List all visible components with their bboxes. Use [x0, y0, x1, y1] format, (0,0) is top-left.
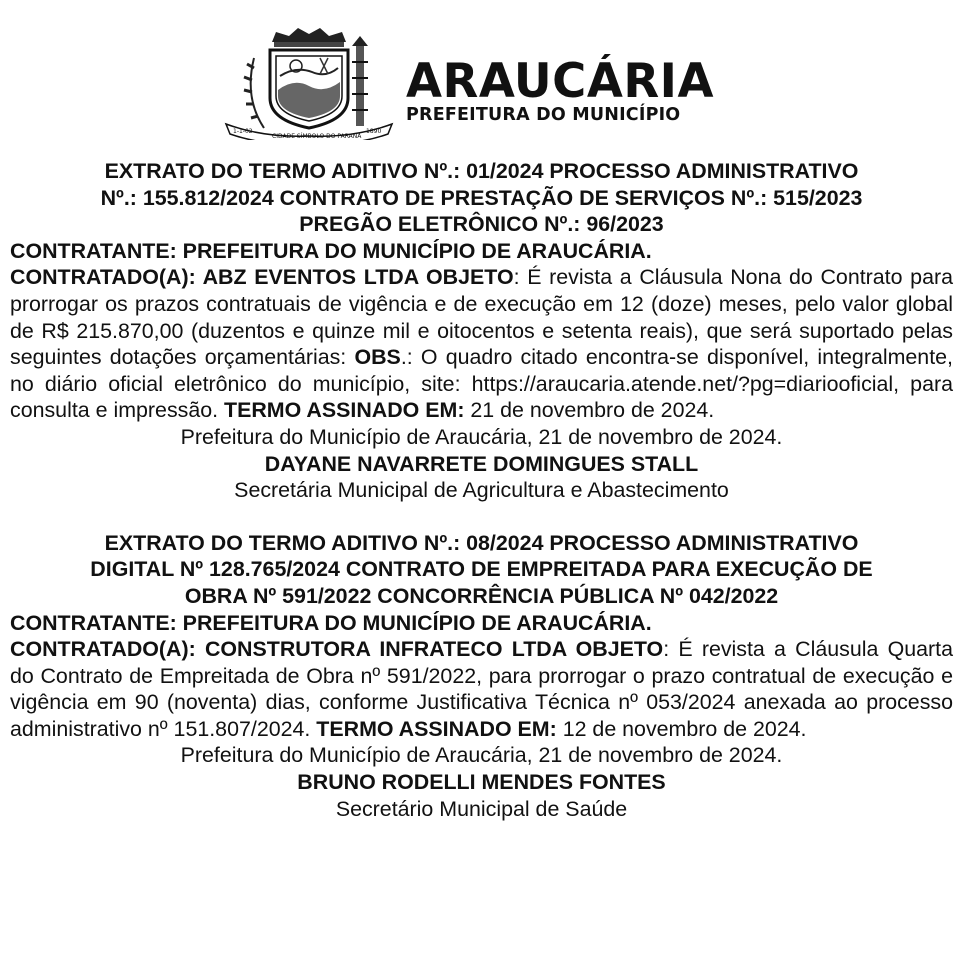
brand-block: [406, 54, 717, 125]
title-line: EXTRATO DO TERMO ADITIVO Nº.: 01/2024 PROCESSO ADMINISTRATIVO: [104, 159, 859, 183]
brand-subtitle: PREFEITURA DO MUNICÍPIO: [406, 105, 681, 125]
place-date: Prefeitura do Município de Araucária, 21 de novembro de 2024.: [180, 424, 783, 449]
obs-text: .: O quadro citado encontra-se disponível, integralmente, no diário oficial eletrônico do município, site: https://araucaria.atende.net/?pg=diariooficial, para consulta e impressão.: [10, 345, 953, 423]
contract-body: [10, 636, 953, 742]
contratado-label: CONTRATADO(A): ABZ EVENTOS LTDA OBJETO: [10, 265, 514, 290]
signer-role: Secretária Municipal de Agricultura e Abastecimento: [234, 478, 729, 503]
seal-year-left: 1-1-02: [233, 128, 253, 135]
seal-ribbon-text: CIDADE SÍMBOLO DO PARANÁ: [272, 133, 362, 140]
extract-title: [10, 530, 953, 610]
termo-label: TERMO ASSINADO EM:: [224, 398, 465, 423]
signer-role: Secretário Municipal de Saúde: [335, 796, 628, 821]
objeto-text: : É revista a Cláusula Quarta do Contrato de Empreitada de Obra nº 591/2022, para prorrogar o prazo contratual de execução e vigência em 90 (noventa) dias, conforme Justificativa Técnica nº 053/2024 anexada ao processo administrativo nº 151.807/2024.: [10, 637, 954, 741]
page-header: [0, 20, 970, 145]
signer-name: DAYANE NAVARRETE DOMINGUES STALL: [264, 451, 699, 476]
obs-label: OBS: [354, 345, 401, 370]
section-spacer: [10, 504, 953, 530]
contratado-label: CONTRATADO(A): CONSTRUTORA INFRATECO LTDA OBJETO: [10, 637, 664, 662]
brand-name: ARAUCÁRIA: [406, 54, 714, 109]
contract-body: [10, 264, 953, 424]
extract-1: [10, 158, 953, 504]
contratante-line: CONTRATANTE: PREFEITURA DO MUNICÍPIO DE ARAUCÁRIA.: [10, 610, 652, 635]
termo-label: TERMO ASSINADO EM:: [316, 716, 557, 741]
title-line: PREGÃO ELETRÔNICO Nº.: 96/2023: [299, 212, 664, 237]
title-line: DIGITAL Nº 128.765/2024 CONTRATO DE EMPREITADA PARA EXECUÇÃO DE: [90, 557, 873, 582]
signer-name: BRUNO RODELLI MENDES FONTES: [297, 770, 666, 795]
place-date: Prefeitura do Município de Araucária, 21 de novembro de 2024.: [180, 743, 783, 768]
title-line: EXTRATO DO TERMO ADITIVO Nº.: 08/2024 PROCESSO ADMINISTRATIVO: [104, 530, 859, 555]
objeto-text: : É revista a Cláusula Nona do Contrato para prorrogar os prazos contratuais de vigência e de execução em 12 (doze) meses, pelo valor global de R$ 215.870,00 (duzentos e quinze mil e oitocentos e setenta reais), que será suportado pelas seguintes dotações orçamentárias:: [10, 265, 953, 370]
municipal-coat-of-arms: [224, 28, 394, 140]
termo-date: 12 de novembro de 2024.: [556, 716, 807, 741]
contratante-line: CONTRATANTE: PREFEITURA DO MUNICÍPIO DE ARAUCÁRIA.: [10, 238, 652, 263]
document-body: [10, 158, 953, 822]
extract-2: [10, 530, 953, 823]
title-line: Nº.: 155.812/2024 CONTRATO DE PRESTAÇÃO DE SERVIÇOS Nº.: 515/2023: [100, 185, 863, 210]
extract-title: [10, 158, 953, 238]
seal-year-right: 1890: [366, 128, 382, 135]
termo-date: 21 de novembro de 2024.: [464, 398, 715, 423]
title-line: OBRA Nº 591/2022 CONCORRÊNCIA PÚBLICA Nº 042/2022: [184, 583, 779, 608]
